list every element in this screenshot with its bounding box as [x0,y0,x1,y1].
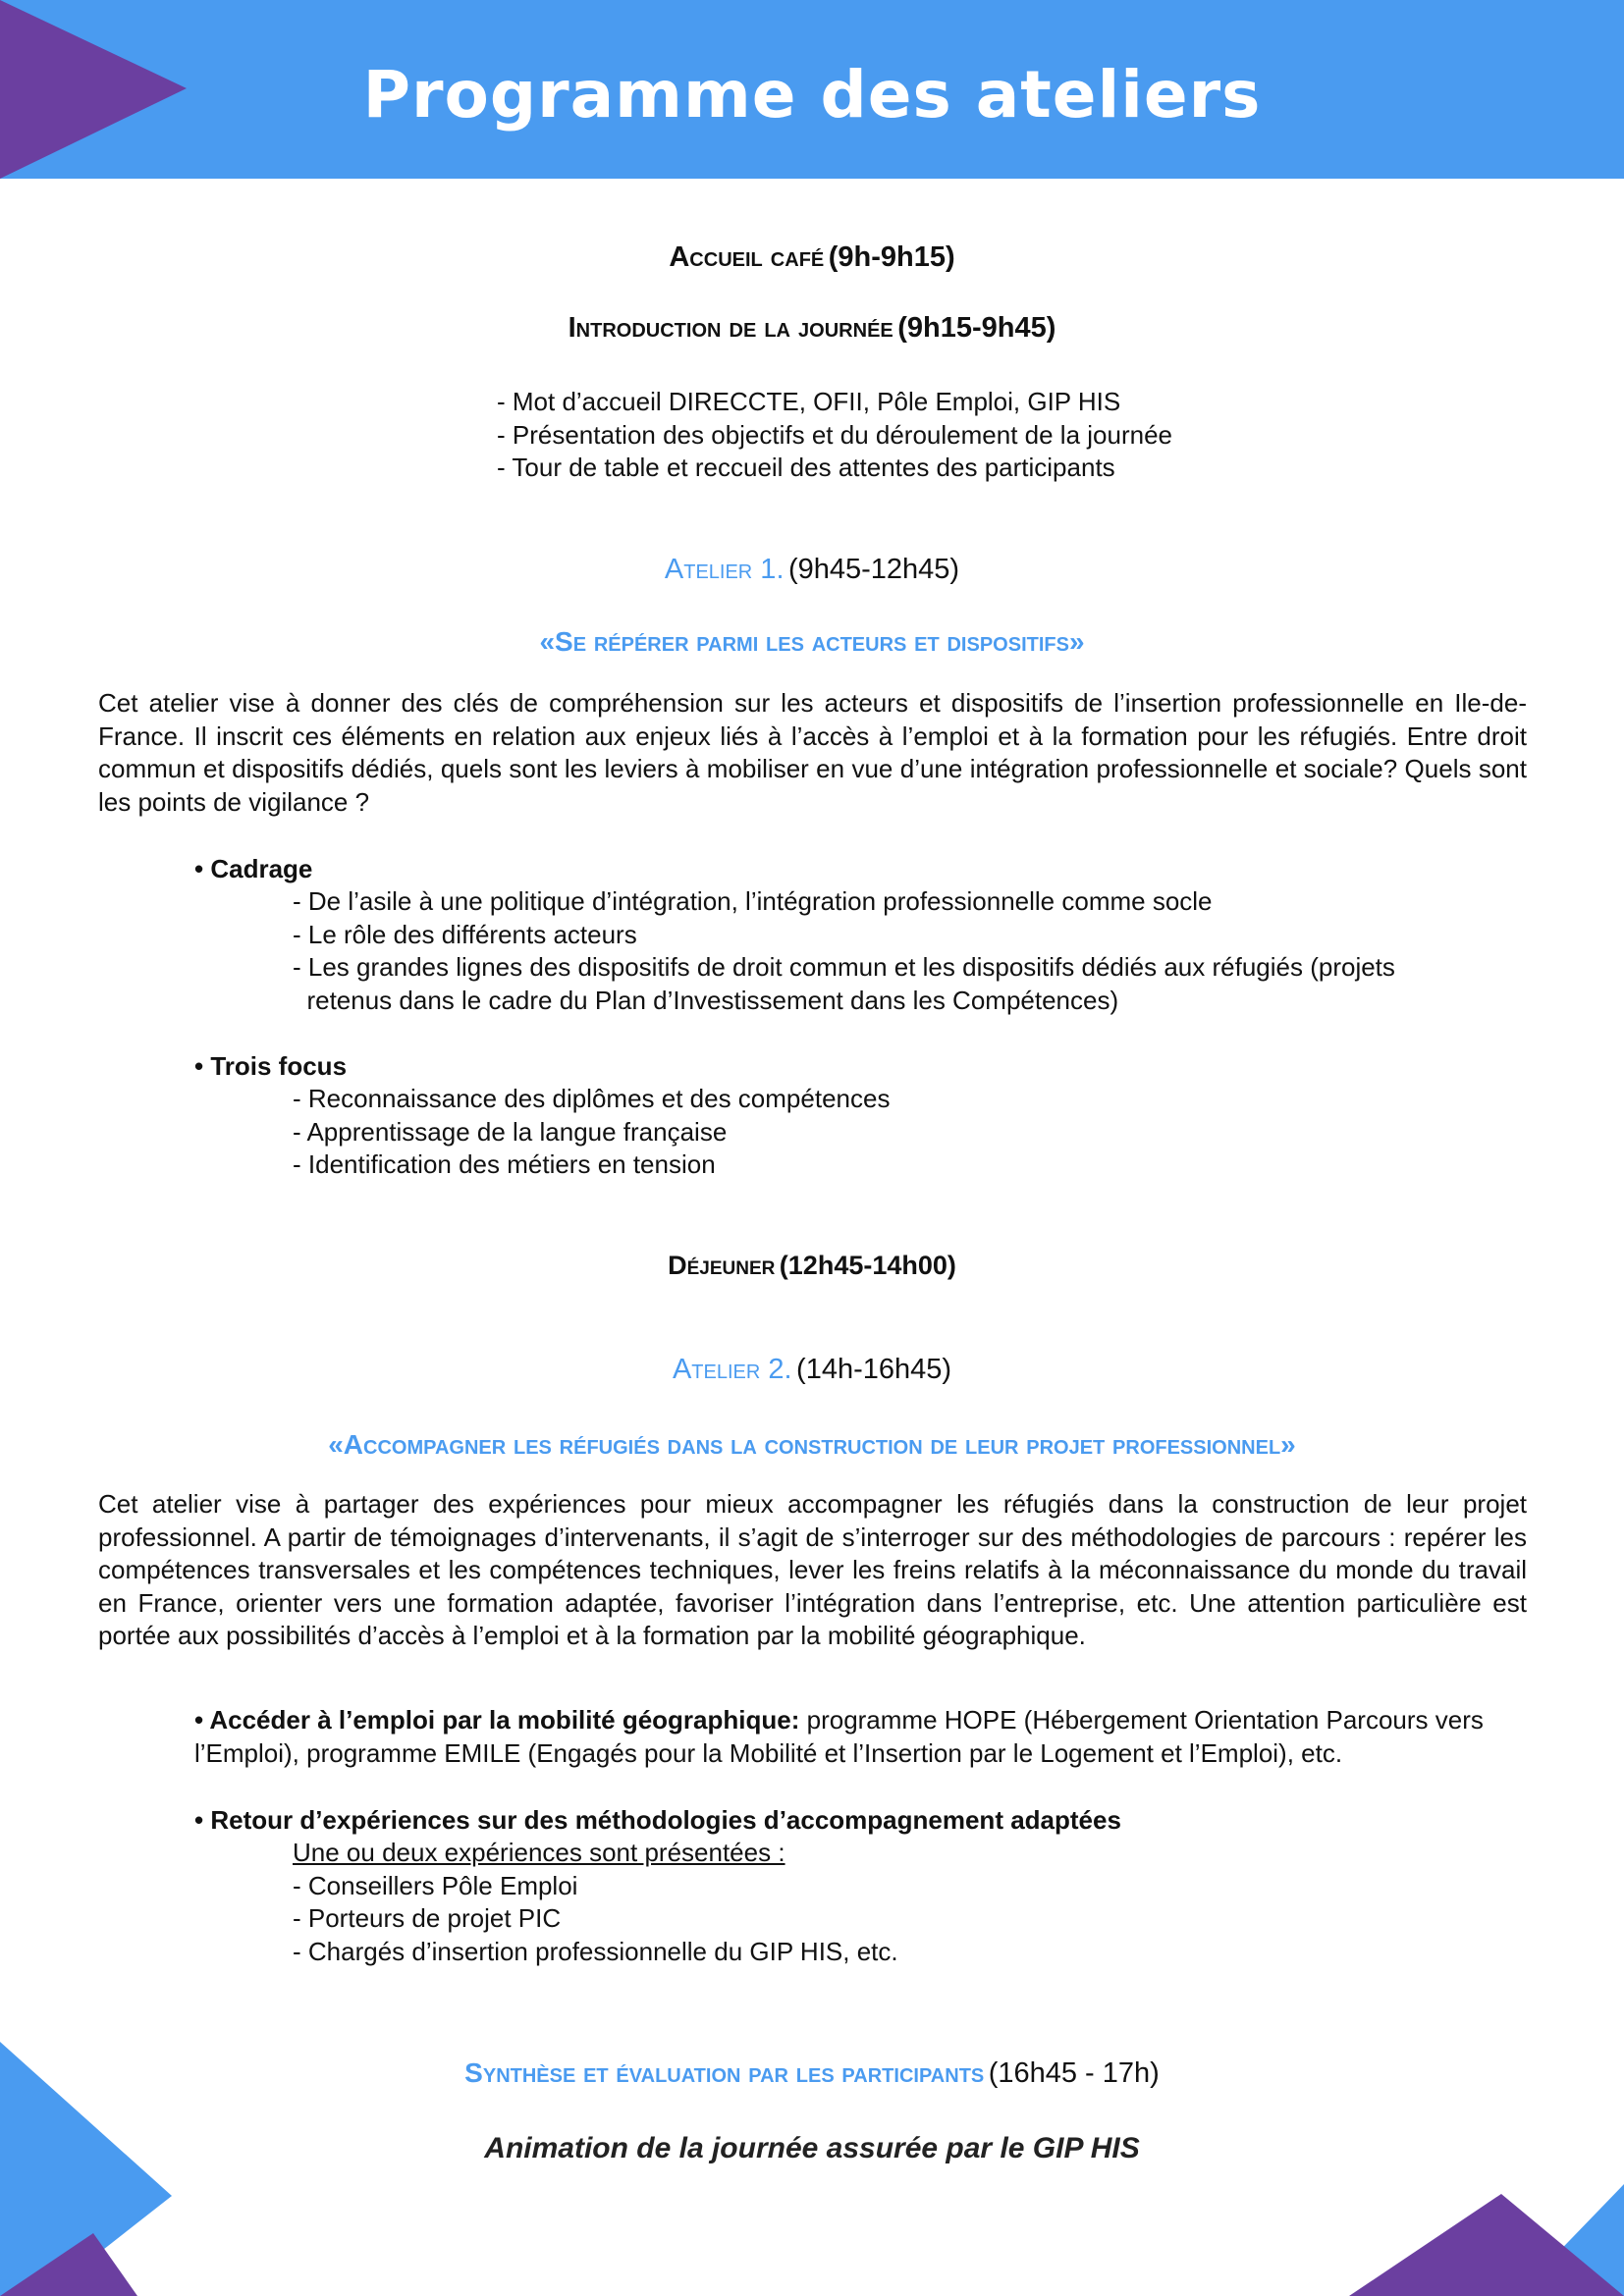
accueil-heading [0,241,1624,274]
retour-heading: • Retour d’expériences sur des méthodologies d’accompagnement adaptées [194,1805,1121,1835]
list-item: - Tour de table et reccueil des attentes des participants [497,453,1115,482]
introduction-label: Introduction de la journée [568,312,893,344]
list-item: - Chargés d’insertion professionnelle du GIP HIS, etc. [293,1936,898,1966]
atelier1-subtitle: «Se répérer parmi les acteurs et dispositifs» [539,626,1085,657]
dejeuner-heading [0,1251,1624,1281]
atelier2-heading [0,1354,1624,1386]
atelier2-label: Atelier 2. [672,1354,792,1385]
atelier2-subtitle: «Accompagner les réfugiés dans la construction de leur projet professionnel» [328,1429,1296,1460]
atelier1-time: (9h45-12h45) [787,554,960,585]
bottom-right-decoration [1349,2184,1624,2296]
cadrage-heading: • Cadrage [194,854,313,883]
retour-list [293,1837,898,1968]
atelier2-subtitle-row [0,1429,1624,1461]
atelier1-label: Atelier 1. [664,554,785,585]
list-item: - Les grandes lignes des dispositifs de droit commun et les dispositifs dédiés aux réfugiés (projets [293,952,1395,982]
list-item: retenus dans le cadre du Plan d’Investissement dans les Compétences) [293,985,1119,1015]
list-item: - Reconnaissance des diplômes et des compétences [293,1084,891,1113]
mobilite-heading: • Accéder à l’emploi par la mobilité géographique: [194,1705,800,1735]
synthese-label: Synthèse et évaluation par les participants [464,2057,985,2088]
atelier1-intro: Cet atelier vise à donner des clés de compréhension sur les acteurs et dispositifs de l’insertion professionnelle en Ile-de-France. Il inscrit ces éléments en relation aux enjeux liés à l’accès à l’emploi et à la formation pour les réfugiés. Entre droit commun et dispositifs dédiés, quels sont les leviers à mobiliser en vue d’une intégration professionnelle et sociale? Quels sont les points de vigilance ? [98,688,1527,817]
mobilite-paragraph [194,1704,1530,1770]
atelier1-heading [0,554,1624,586]
atelier1-subtitle-row [0,626,1624,658]
list-item: - Présentation des objectifs et du déroulement de la journée [497,419,1172,450]
focus-heading: • Trois focus [194,1051,348,1081]
atelier2-time: (14h-16h45) [796,1354,952,1385]
introduction-list [497,386,1172,485]
dejeuner-time: (12h45-14h00) [779,1251,956,1280]
accueil-label: Accueil café [669,241,825,273]
list-item: - Conseillers Pôle Emploi [293,1870,578,1900]
list-item: - Apprentissage de la langue française [293,1116,728,1147]
introduction-heading [0,312,1624,345]
list-item: - De l’asile à une politique d’intégration, l’intégration professionnelle comme socle [293,886,1213,916]
list-item: - Le rôle des différents acteurs [293,919,637,949]
dejeuner-label: Déjeuner [668,1251,776,1280]
atelier2-intro: Cet atelier vise à partager des expériences pour mieux accompagner les réfugiés dans la construction de leur projet professionnel. A partir de témoignages d’intervenants, il s’agit de s’interroger sur des méthodologies de parcours : repérer les compétences transversales et les compétences techniques, lever les freins relatifs à la méconnaissance du monde du travail en France, orienter vers une formation adaptée, favoriser l’intégration dans l’entreprise, etc. Une attention particulière est portée aux possibilités d’accès à l’emploi et à la formation par la mobilité géographique. [98,1489,1527,1650]
list-item: - Mot d’accueil DIRECCTE, OFII, Pôle Emploi, GIP HIS [497,387,1121,416]
cadrage-list [293,885,1395,1017]
focus-list [293,1083,890,1182]
list-item: - Porteurs de projet PIC [293,1903,562,1933]
list-item: - Identification des métiers en tension [293,1149,716,1179]
synthese-heading [0,2057,1624,2090]
synthese-time: (16h45 - 17h) [988,2057,1160,2089]
introduction-time: (9h15-9h45) [897,312,1056,344]
mobilite-text: programme HOPE (Hébergement Orientation Parcours vers l’Emploi), programme EMILE (Engagés pour la Mobilité et l’Insertion par le Logement et l’Emploi), etc. [194,1705,1484,1768]
closing-note: Animation de la journée assurée par le GIP HIS [484,2132,1140,2164]
accueil-time: (9h-9h15) [828,241,955,273]
retour-intro: Une ou deux expériences sont présentées : [293,1838,785,1867]
page-title: Programme des ateliers [362,57,1262,133]
